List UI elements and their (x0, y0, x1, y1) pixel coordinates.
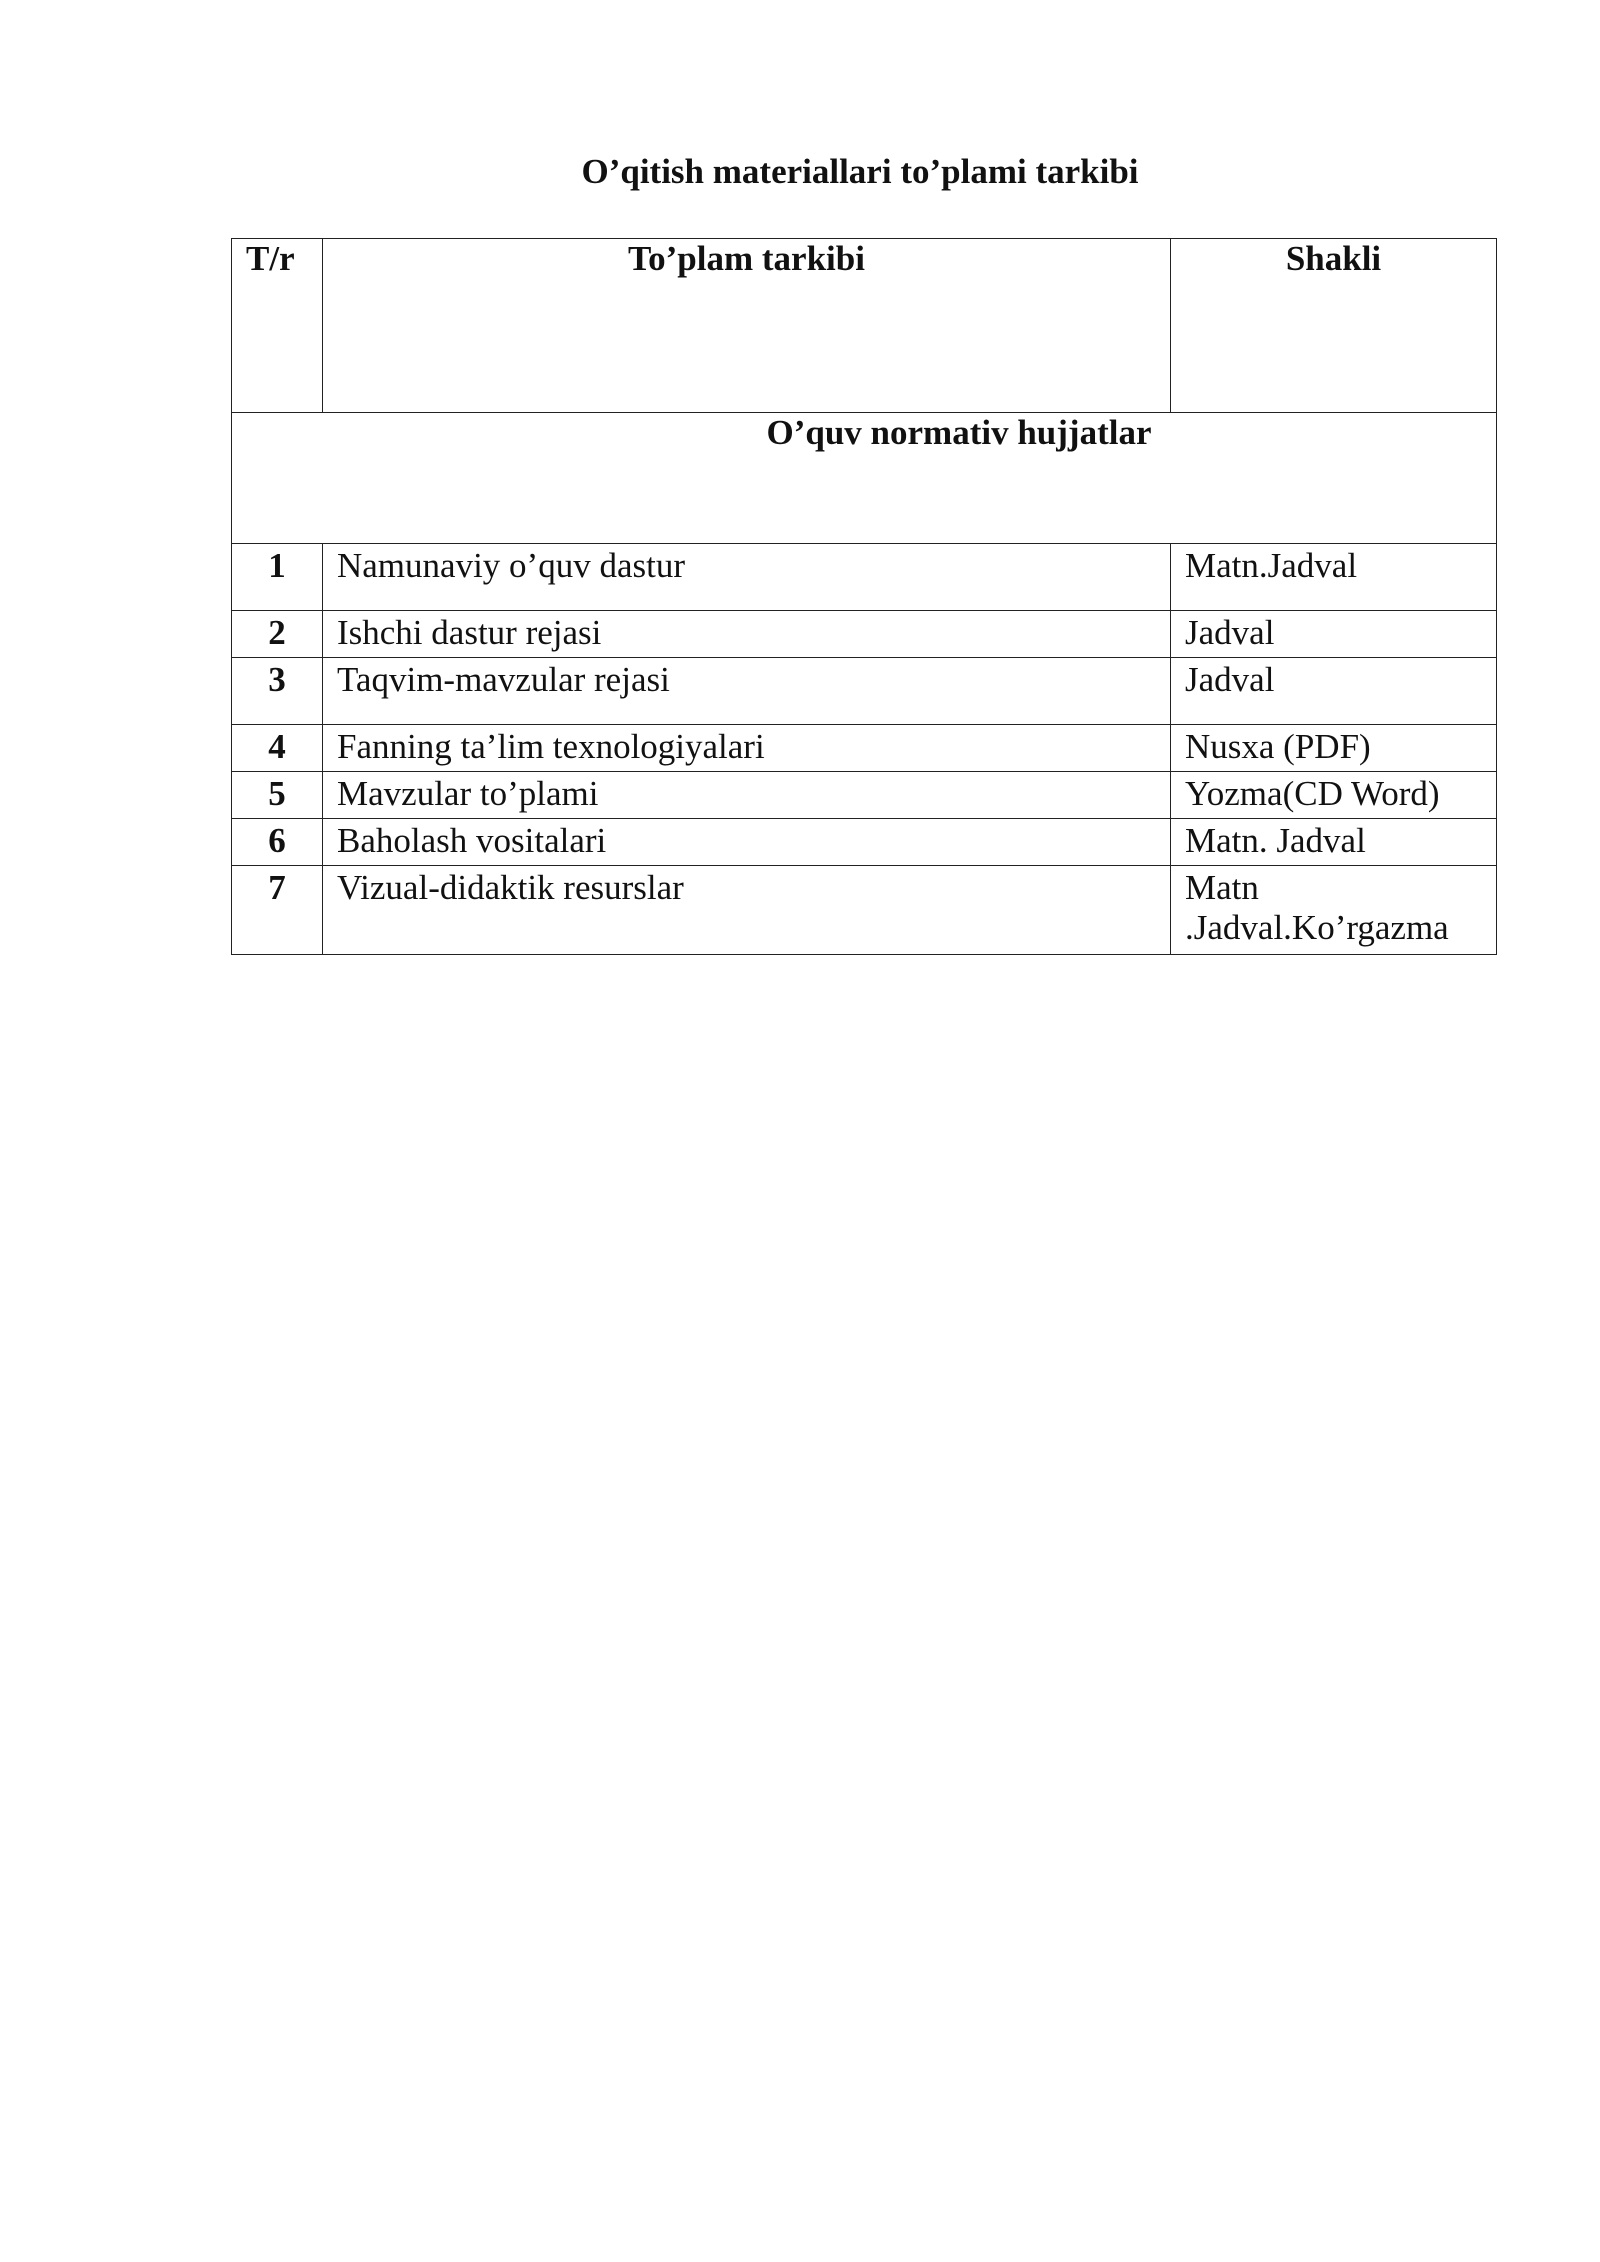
row-content: Namunaviy o’quv dastur (323, 544, 1171, 611)
row-shape-line-1: Matn (1185, 868, 1259, 907)
row-shape: Jadval (1171, 658, 1497, 725)
table-row (232, 544, 1497, 611)
table-row (232, 772, 1497, 819)
row-shape: Nusxa (PDF) (1171, 725, 1497, 772)
row-shape-line-2: .Jadval.Ko’rgazma (1185, 908, 1449, 947)
row-content: Taqvim-mavzular rejasi (323, 658, 1171, 725)
table-header-row (232, 239, 1497, 413)
table-row (232, 658, 1497, 725)
header-shape: Shakli (1171, 239, 1497, 413)
header-content: To’plam tarkibi (323, 239, 1171, 413)
row-content: Baholash vositalari (323, 819, 1171, 866)
row-number: 5 (232, 772, 323, 819)
table-row (232, 819, 1497, 866)
row-content: Mavzular to’plami (323, 772, 1171, 819)
section-row (232, 413, 1497, 544)
row-content: Fanning ta’lim texnologiyalari (323, 725, 1171, 772)
row-shape: Matn. Jadval (1171, 819, 1497, 866)
row-number: 1 (232, 544, 323, 611)
row-number: 2 (232, 611, 323, 658)
page-title: O’qitish materiallari to’plami tarkibi (581, 152, 1139, 191)
row-shape: Yozma(CD Word) (1171, 772, 1497, 819)
row-content: Ishchi dastur rejasi (323, 611, 1171, 658)
table-row (232, 611, 1497, 658)
row-content: Vizual-didaktik resurslar (323, 866, 1171, 955)
section-label: O’quv normativ hujjatlar (766, 413, 1152, 452)
row-shape: Matn.Jadval (1171, 544, 1497, 611)
row-number: 4 (232, 725, 323, 772)
table-row (232, 725, 1497, 772)
row-number: 3 (232, 658, 323, 725)
row-number: 6 (232, 819, 323, 866)
row-number: 7 (232, 866, 323, 955)
header-number: T/r (232, 239, 323, 413)
row-shape: Jadval (1171, 611, 1497, 658)
section-cell (232, 413, 1497, 544)
row-shape (1171, 866, 1497, 955)
table-row (232, 866, 1497, 955)
materials-table (231, 238, 1497, 955)
